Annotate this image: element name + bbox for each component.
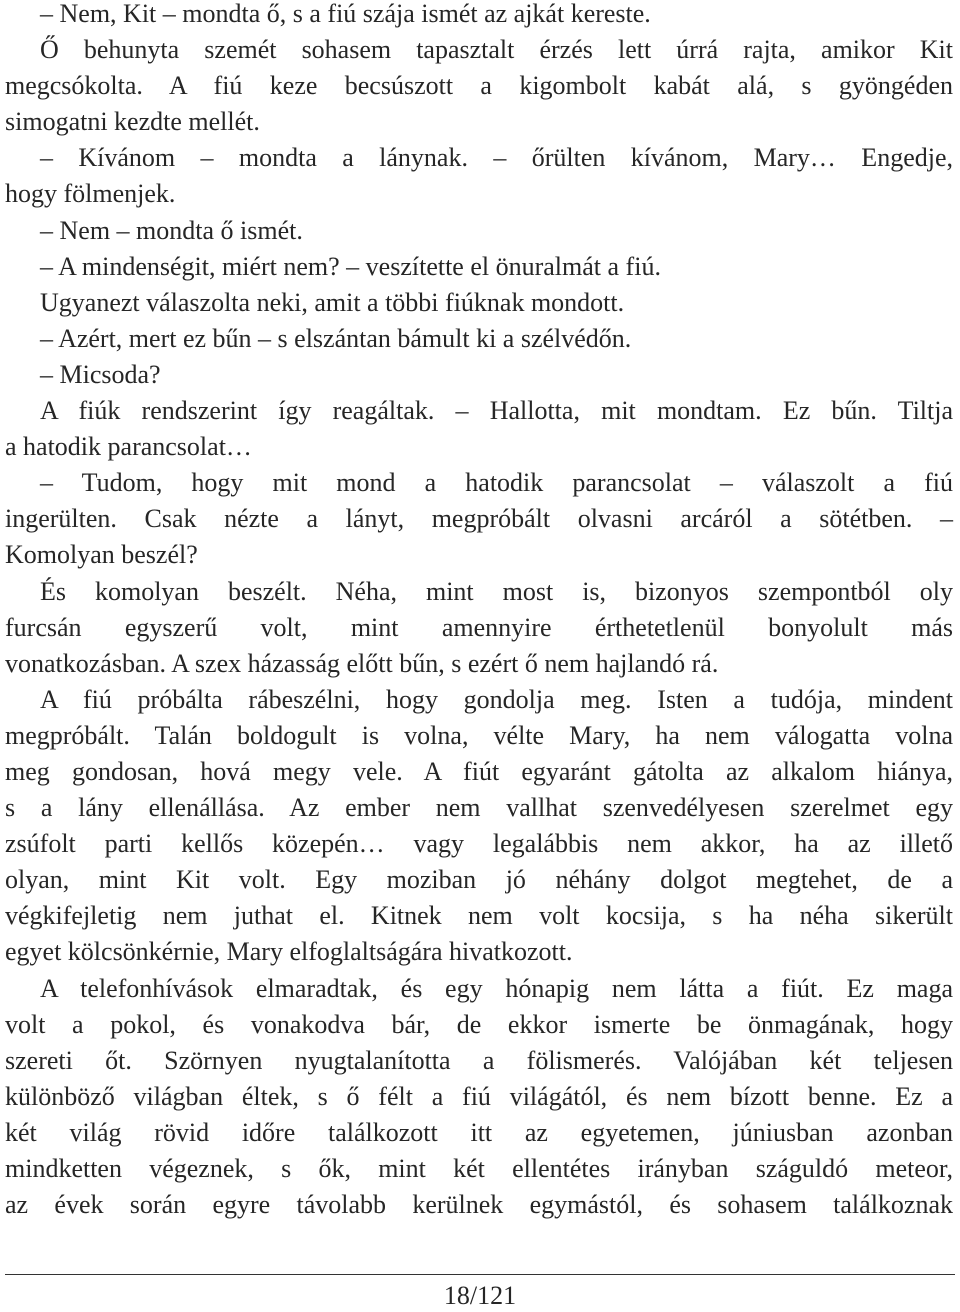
text-line: s a lány ellenállása. Az ember nem vallhat szenvedélyesen szerelmet egy xyxy=(5,793,953,823)
text-line: végkifejletig nem juthat el. Kitnek nem volt kocsija, s ha néha sikerült xyxy=(5,901,953,931)
text-line: – Nem – mondta ő ismét. xyxy=(40,215,303,245)
text-line: különböző világban éltek, s ő félt a fiú világától, és nem bízott benne. Ez a xyxy=(5,1081,953,1111)
text-line: szereti őt. Szörnyen nyugtalanította a fölismerés. Valójában két teljesen xyxy=(5,1045,953,1075)
footer-divider xyxy=(5,1274,955,1275)
text-line: volt a pokol, és vonakodva bár, de ekkor ismerte be önmagának, hogy xyxy=(5,1009,953,1039)
text-line: megpróbált. Talán boldogult is volna, vélte Mary, ha nem válogatta volna xyxy=(5,720,953,750)
document-body xyxy=(5,0,953,1223)
text-line: meg gondosan, hová megy vele. A fiút egyaránt gátolta az alkalom hiánya, xyxy=(5,756,953,786)
text-line: – Nem, Kit – mondta ő, s a fiú szája ismét az ajkát kereste. xyxy=(40,0,651,28)
text-line: – Azért, mert ez bűn – s elszántan bámult ki a szélvédőn. xyxy=(40,323,632,353)
text-line: – Tudom, hogy mit mond a hatodik parancsolat – válaszolt a fiú xyxy=(40,468,953,498)
text-line: furcsán egyszerű volt, mint amennyire érthetetlenül bonyolult más xyxy=(5,612,953,642)
text-line: – Micsoda? xyxy=(40,359,161,389)
text-line: Ugyanezt válaszolta neki, amit a többi fiúknak mondott. xyxy=(40,287,625,317)
text-line: Ő behunyta szemét sohasem tapasztalt érzés lett úrrá rajta, amikor Kit xyxy=(40,35,953,65)
text-line: A fiúk rendszerint így reagáltak. – Hallotta, mit mondtam. Ez bűn. Tiltja xyxy=(40,396,953,426)
text-line: – A mindenségit, miért nem? – veszítette el önuralmát a fiú. xyxy=(40,251,661,281)
text-line: simogatni kezdte mellét. xyxy=(5,107,260,137)
text-line: zsúfolt parti kellős közepén… vagy legalábbis nem akkor, ha az illető xyxy=(5,829,953,859)
text-line: ingerülten. Csak nézte a lányt, megpróbált olvasni arcáról a sötétben. – xyxy=(5,504,953,534)
text-line: mindketten végeznek, s ők, mint két ellentétes irányban száguldó meteor, xyxy=(5,1154,953,1183)
page-number: 18/121 xyxy=(443,1281,517,1310)
text-line: És komolyan beszélt. Néha, mint most is, bizonyos szempontból oly xyxy=(40,576,953,606)
text-line: A fiú próbálta rábeszélni, hogy gondolja meg. Isten a tudója, mindent xyxy=(40,684,953,714)
text-line: egyet kölcsönkérnie, Mary elfoglaltságára hivatkozott. xyxy=(5,937,573,967)
text-line: hogy fölmenjek. xyxy=(5,179,176,209)
text-line: vonatkozásban. A szex házasság előtt bűn, s ezért ő nem hajlandó rá. xyxy=(5,648,719,678)
text-line: a hatodik parancsolat… xyxy=(5,432,252,462)
text-line: A telefonhívások elmaradtak, és egy hónapig nem látta a fiút. Ez maga xyxy=(40,973,953,1003)
text-line: – Kívánom – mondta a lánynak. – őrülten kívánom, Mary… Engedje, xyxy=(40,143,953,173)
text-line: olyan, mint Kit volt. Egy moziban jó néhány dolgot megtehet, de a xyxy=(5,865,953,895)
text-line: két világ rövid időre találkozott itt az egyetemen, júniusban azonban xyxy=(5,1117,953,1147)
text-line: Komolyan beszél? xyxy=(5,540,198,570)
text-line: az évek során egyre távolabb kerülnek egymástól, és sohasem találkoznak xyxy=(5,1190,953,1220)
text-line: megcsókolta. A fiú keze becsúszott a kigombolt kabát alá, s gyöngéden xyxy=(5,71,953,101)
